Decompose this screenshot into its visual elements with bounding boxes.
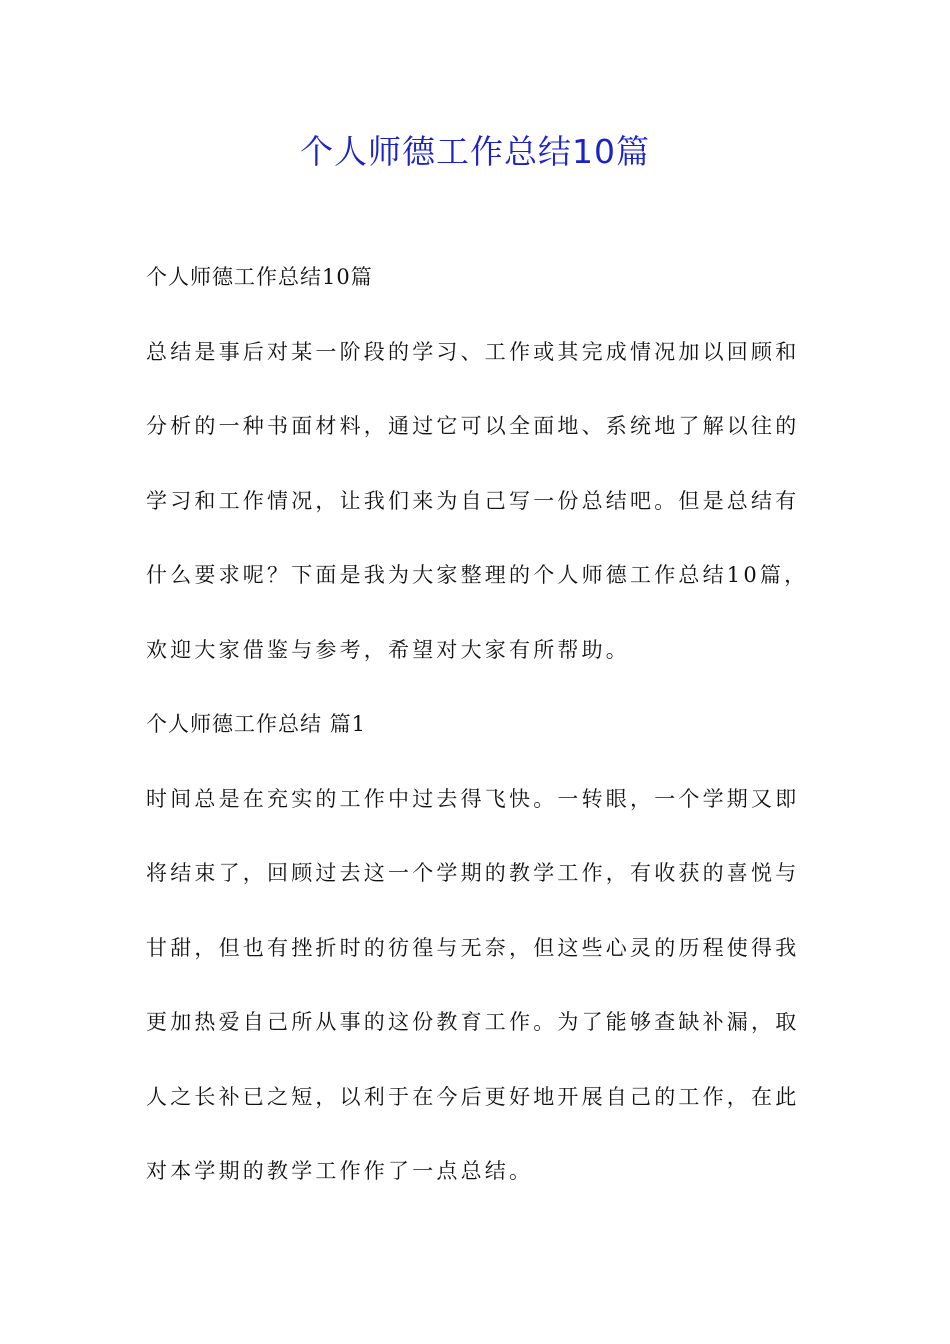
paragraph-line: 时间总是在充实的工作中过去得飞快。一转眼，一个学期又即 [146, 786, 800, 811]
paragraph-line: 甘甜，但也有挫折时的彷徨与无奈，但这些心灵的历程使得我 [146, 935, 800, 960]
paragraph-line: 更加热爱自己所从事的这份教育工作。为了能够查缺补漏，取 [146, 1010, 800, 1034]
paragraph-line: 学习和工作情况，让我们来为自己写一份总结吧。但是总结有 [146, 488, 800, 513]
document-body [146, 262, 809, 1231]
subtitle-line: 个人师德工作总结10篇 [146, 265, 373, 289]
document-title: 个人师德工作总结10篇 [300, 132, 650, 171]
paragraph-line: 欢迎大家借鉴与参考，希望对大家有所帮助。 [146, 637, 630, 662]
section-heading: 个人师德工作总结 篇1 [146, 712, 367, 736]
paragraph-line: 分析的一种书面材料，通过它可以全面地、系统地了解以往的 [146, 414, 800, 438]
paragraph-line: 人之长补已之短，以利于在今后更好地开展自己的工作，在此 [146, 1084, 800, 1109]
paragraph-line: 将结束了，回顾过去这一个学期的教学工作，有收获的喜悦与 [146, 861, 800, 885]
paragraph-line: 对本学期的教学工作作了一点总结。 [146, 1159, 534, 1183]
paragraph-line: 总结是事后对某一阶段的学习、工作或其完成情况加以回顾和 [146, 339, 800, 364]
paragraph-line: 什么要求呢？下面是我为大家整理的个人师德工作总结10篇， [146, 563, 809, 587]
